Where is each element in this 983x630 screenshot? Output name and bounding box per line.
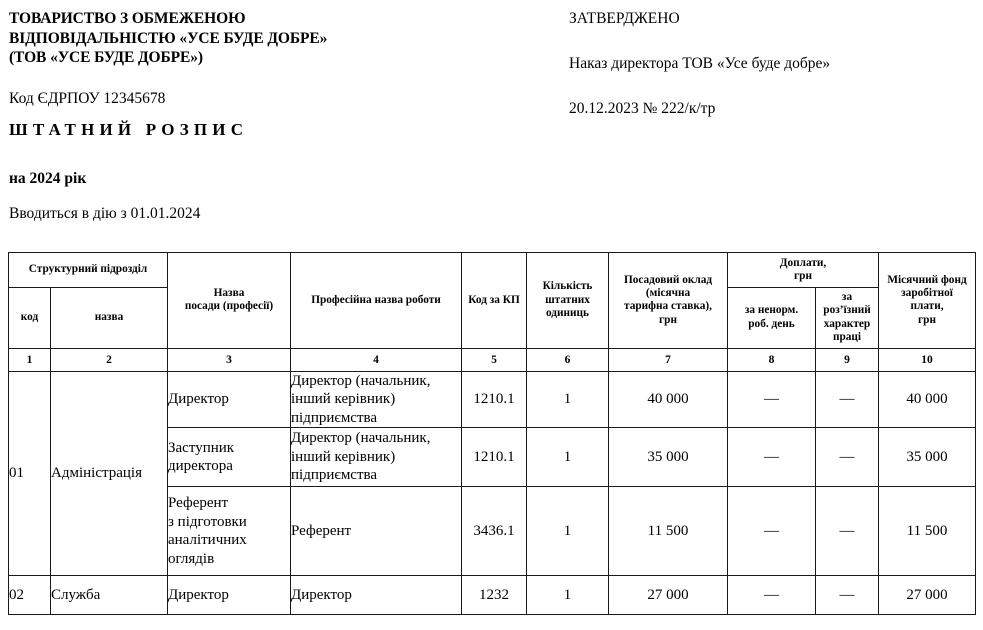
header-monthly-fund-line-3: плати, — [910, 300, 944, 313]
header-salary-line-3: тарифна ставка), — [624, 300, 712, 313]
title-effective-date: Вводиться в дію з 01.01.2024 — [9, 205, 201, 222]
header-monthly-fund-line-4: грн — [918, 313, 936, 326]
header-surcharge-travel-line-3: праці — [832, 331, 862, 344]
cell-salary: 40 000 — [609, 371, 728, 428]
organization-name-line-1: ТОВАРИСТВО З ОБМЕЖЕНОЮ — [9, 10, 246, 27]
approval-label: ЗАТВЕРДЖЕНО — [569, 10, 680, 27]
header-staff-units-line-3: одиниць — [545, 307, 590, 320]
cell-professional-name-line-3: підприємства — [291, 467, 378, 484]
cell-staff-units: 1 — [527, 487, 609, 576]
organization-name-line-3: (ТОВ «УСЕ БУДЕ ДОБРЕ») — [9, 49, 203, 66]
header-professional-name: Професійна назва роботи — [291, 253, 462, 349]
cell-salary: 11 500 — [609, 487, 728, 576]
title-year: на 2024 рік — [9, 170, 87, 187]
cell-professional-name — [291, 371, 462, 428]
cell-staff-units: 1 — [527, 371, 609, 428]
header-monthly-fund-line-1: Місячний фонд — [887, 273, 967, 286]
cell-monthly-fund: 40 000 — [879, 371, 976, 428]
column-number-7: 7 — [609, 348, 728, 371]
table-row — [9, 576, 976, 615]
cell-salary: 35 000 — [609, 428, 728, 487]
cell-kp-code: 1210.1 — [462, 371, 527, 428]
cell-position-name-line-3: аналітичних — [168, 532, 247, 549]
header-kp-code: Код за КП — [462, 253, 527, 349]
cell-monthly-fund: 35 000 — [879, 428, 976, 487]
cell-surcharge-travel: — — [816, 371, 879, 428]
column-number-2: 2 — [51, 348, 168, 371]
cell-position-name — [168, 371, 291, 428]
cell-professional-name-line-1: Директор (начальник, — [291, 372, 431, 389]
header-structural-unit: Структурний підрозділ — [9, 253, 168, 288]
organization-block — [9, 9, 554, 108]
cell-professional-name-line-1: Референт — [291, 522, 352, 539]
header-salary-line-2: (місячна — [645, 286, 691, 299]
cell-position-name-line-1: Заступник — [168, 439, 235, 456]
header-surcharge-irregular-line-2: роб. день — [748, 317, 795, 330]
approval-date: 20.12.2023 № 222/к/тр — [569, 100, 716, 117]
approval-block — [569, 9, 983, 118]
cell-monthly-fund: 27 000 — [879, 576, 976, 615]
organization-name-line-2: ВІДПОВІДАЛЬНІСТЮ «УСЕ БУДЕ ДОБРЕ» — [9, 29, 328, 47]
column-number-4: 4 — [291, 348, 462, 371]
cell-professional-name-line-2: інший керівник) — [291, 391, 396, 408]
column-number-6: 6 — [527, 348, 609, 371]
cell-monthly-fund: 11 500 — [879, 487, 976, 576]
header-surcharges — [728, 253, 879, 288]
cell-surcharge-irregular: — — [728, 371, 816, 428]
cell-position-name — [168, 576, 291, 615]
header-surcharge-travel-line-1: за роз’їзний — [823, 291, 871, 317]
header-unit-name: назва — [51, 288, 168, 349]
table-header-row-1 — [9, 253, 976, 288]
header-staff-units-line-1: Кількість — [542, 280, 593, 293]
cell-surcharge-irregular: — — [728, 428, 816, 487]
column-number-9: 9 — [816, 348, 879, 371]
cell-surcharge-travel: — — [816, 576, 879, 615]
column-number-10: 10 — [879, 348, 976, 371]
page-title: ШТАТНИЙ РОЗПИС — [9, 120, 249, 139]
cell-surcharge-travel: — — [816, 487, 879, 576]
cell-professional-name-line-1: Директор — [291, 586, 352, 603]
column-number-8: 8 — [728, 348, 816, 371]
cell-professional-name — [291, 428, 462, 487]
cell-professional-name — [291, 576, 462, 615]
column-number-5: 5 — [462, 348, 527, 371]
header-position-name-line-2: посади (професії) — [184, 300, 274, 313]
header-salary-line-1: Посадовий оклад — [623, 273, 713, 286]
header-surcharges-line-2: грн — [794, 270, 812, 282]
document-header — [9, 9, 974, 117]
organization-name — [9, 9, 554, 68]
cell-surcharge-irregular: — — [728, 576, 816, 615]
header-unit-code: код — [9, 288, 51, 349]
staffing-table — [8, 252, 976, 615]
header-salary — [609, 253, 728, 349]
header-staff-units — [527, 253, 609, 349]
cell-unit-code: 01 — [9, 371, 51, 576]
cell-position-name-line-1: Директор — [168, 391, 229, 408]
staffing-table-body — [9, 371, 976, 615]
cell-unit-name: Служба — [51, 576, 168, 615]
header-surcharge-irregular-line-1: за ненорм. — [744, 304, 799, 317]
header-position-name-line-1: Назва — [213, 286, 245, 299]
cell-kp-code: 3436.1 — [462, 487, 527, 576]
cell-unit-name: Адміністрація — [51, 371, 168, 576]
header-surcharge-irregular — [728, 288, 816, 349]
cell-surcharge-travel: — — [816, 428, 879, 487]
cell-position-name-line-1: Референт — [168, 495, 229, 512]
table-row — [9, 371, 976, 428]
cell-position-name-line-2: директора — [168, 458, 233, 475]
cell-professional-name-line-3: підприємства — [291, 409, 378, 426]
header-surcharges-line-1: Доплати, — [779, 256, 827, 269]
table-column-numbers-row — [9, 348, 976, 371]
header-staff-units-line-2: штатних — [545, 293, 590, 306]
cell-professional-name-line-1: Директор (начальник, — [291, 430, 431, 447]
cell-salary: 27 000 — [609, 576, 728, 615]
header-monthly-fund — [879, 253, 976, 349]
cell-professional-name — [291, 487, 462, 576]
header-surcharge-travel — [816, 288, 879, 349]
cell-position-name-line-1: Директор — [168, 586, 229, 603]
staffing-table-wrapper — [8, 252, 975, 615]
header-monthly-fund-line-2: заробітної — [901, 286, 953, 299]
cell-unit-code: 02 — [9, 576, 51, 615]
cell-position-name — [168, 428, 291, 487]
header-salary-line-4: грн — [659, 313, 677, 326]
cell-professional-name-line-2: інший керівник) — [291, 448, 396, 465]
header-surcharge-travel-line-2: характер — [823, 317, 871, 330]
cell-kp-code: 1232 — [462, 576, 527, 615]
cell-position-name — [168, 487, 291, 576]
column-number-1: 1 — [9, 348, 51, 371]
cell-position-name-line-2: з підготовки — [168, 513, 247, 530]
cell-kp-code: 1210.1 — [462, 428, 527, 487]
cell-staff-units: 1 — [527, 428, 609, 487]
cell-surcharge-irregular: — — [728, 487, 816, 576]
cell-position-name-line-4: оглядів — [168, 550, 215, 567]
column-number-3: 3 — [168, 348, 291, 371]
edrpou-code: Код ЄДРПОУ 12345678 — [9, 89, 166, 107]
cell-staff-units: 1 — [527, 576, 609, 615]
header-position-name — [168, 253, 291, 349]
approval-order: Наказ директора ТОВ «Усе буде добре» — [569, 55, 831, 72]
